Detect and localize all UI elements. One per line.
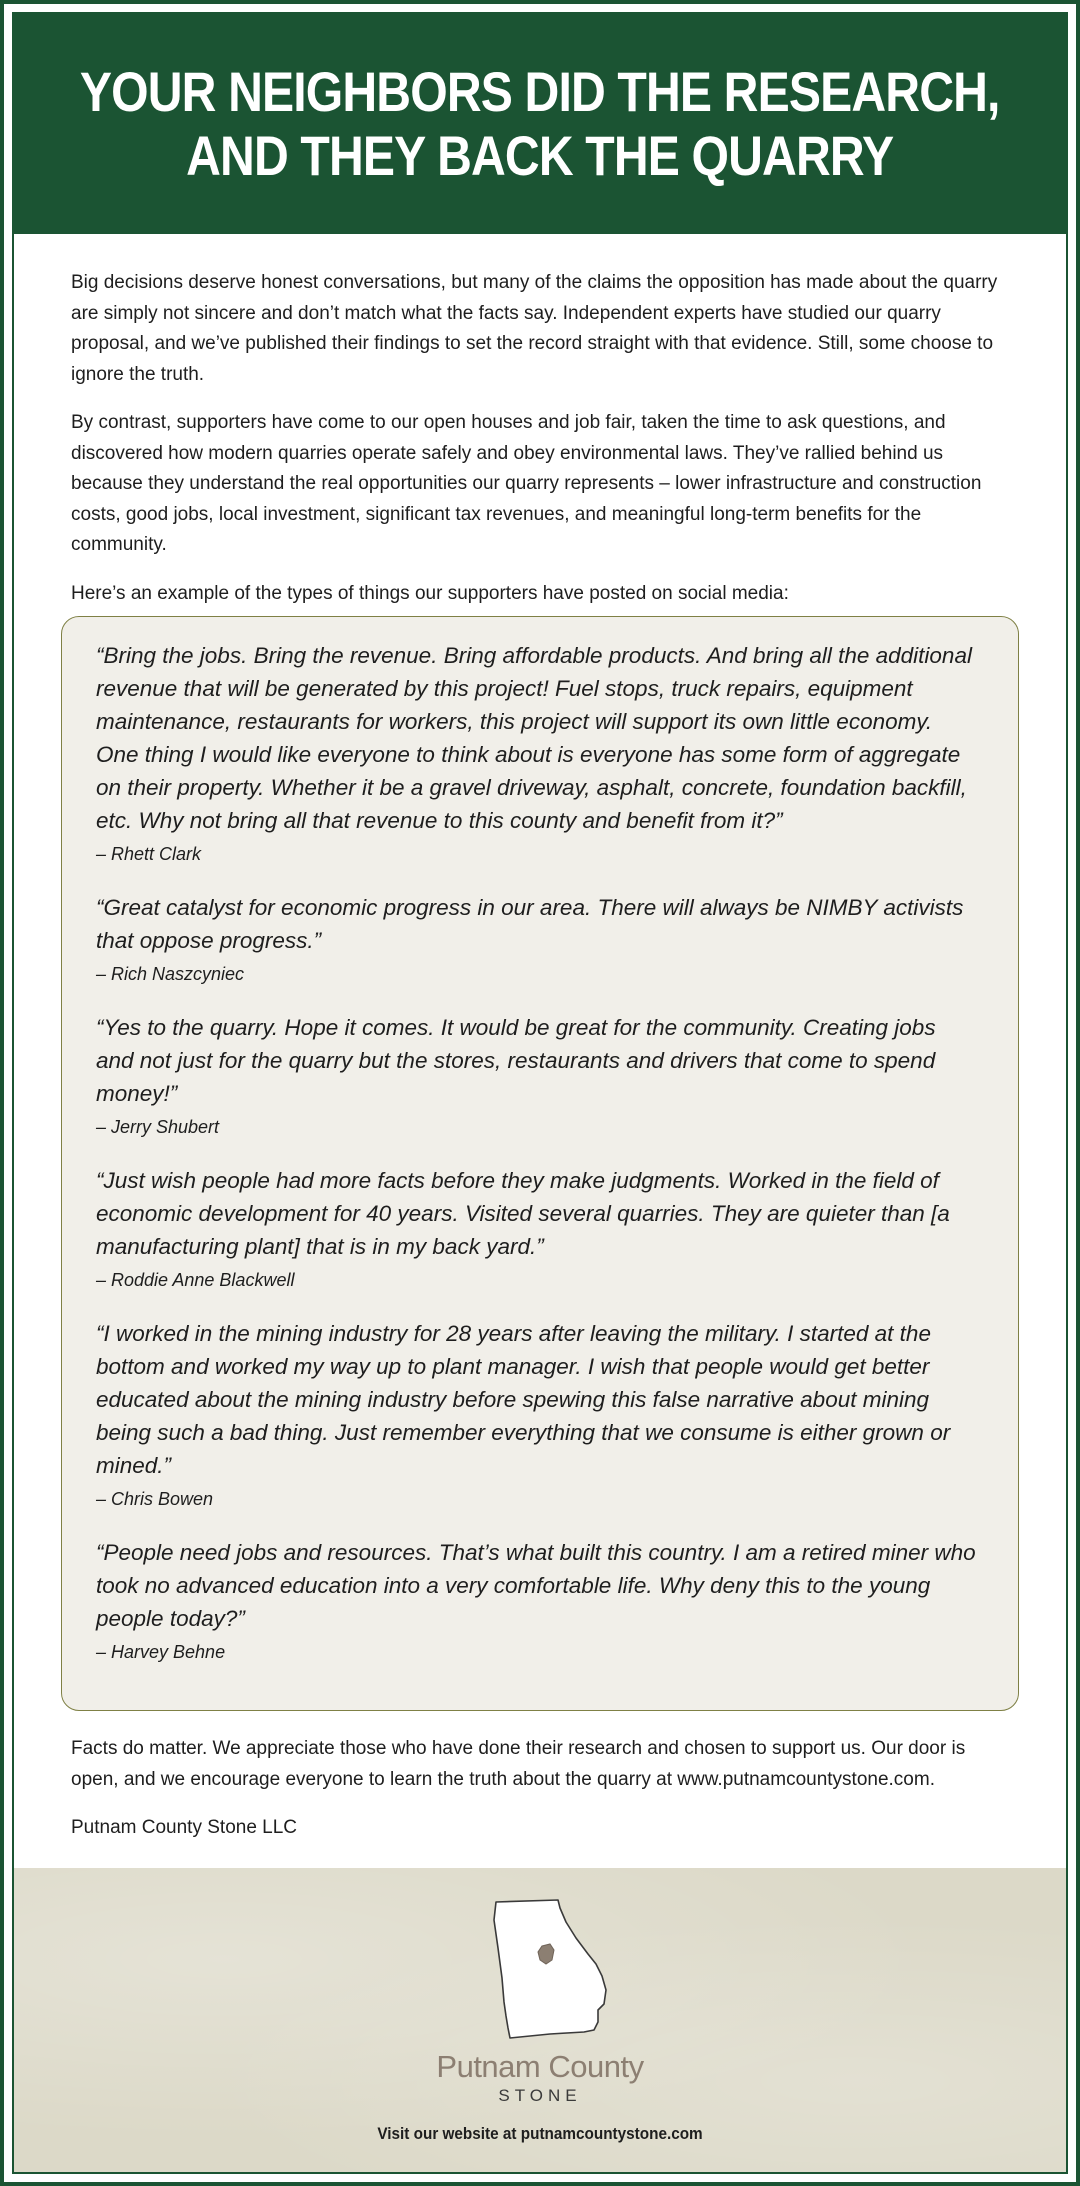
headline-line-1: YOUR NEIGHBORS DID THE RESEARCH, <box>80 60 1000 123</box>
intro-section <box>71 268 1009 627</box>
brand-subtitle: STONE <box>498 2086 582 2105</box>
testimonial-author: – Jerry Shubert <box>96 1117 220 1137</box>
testimonial-text: “Yes to the quarry. Hope it comes. It would be great for the community. Creating jobs and not just for the quarry but the stores, restaurants and drivers that come to spend money!” <box>96 1015 936 1106</box>
testimonial <box>96 1536 978 1667</box>
intro-paragraph-3: Here’s an example of the types of things our supporters have posted on social media: <box>71 582 789 604</box>
intro-paragraph-2: By contrast, supporters have come to our open houses and job fair, taken the time to ask questions, and discovered how modern quarries operate safely and obey environmental laws. They’ve rallied behind us because they understand the real opportunities our quarry represents – lower infrastructure and construction costs, good jobs, local investment, significant tax revenues, and meaningful long-term benefits for the community. <box>71 412 982 555</box>
testimonial <box>96 1164 978 1295</box>
testimonial-text: “People need jobs and resources. That’s what built this country. I am a retired miner who took no advanced education into a very comfortable life. Why deny this to the young people today?” <box>96 1540 976 1631</box>
headline-line-2: AND THEY BACK THE QUARRY <box>186 124 894 187</box>
header-banner <box>14 14 1066 234</box>
website-link[interactable]: Visit our website at putnamcountystone.com <box>377 2124 703 2143</box>
georgia-state-map-icon <box>488 1898 618 2048</box>
testimonial-author: – Chris Bowen <box>96 1489 214 1509</box>
testimonial <box>96 639 978 869</box>
headline <box>80 60 1000 188</box>
closing-paragraph: Facts do matter. We appreciate those who have done their research and chosen to support us. Our door is open, and we encourage everyone to learn the truth about the quarry at www.putnamcountystone.com. <box>71 1738 966 1790</box>
page-inner <box>12 12 1068 2174</box>
intro-paragraph-1: Big decisions deserve honest conversations, but many of the claims the opposition has made about the quarry are simply not sincere and don’t match what the facts say. Independent experts have studied our quarry proposal, and we’ve published their findings to set the record straight with that evidence. Still, some choose to ignore the truth. <box>71 272 998 385</box>
closing-section <box>71 1734 1009 1862</box>
testimonials-box <box>61 616 1019 1711</box>
testimonial-text: “Great catalyst for economic progress in our area. There will always be NIMBY activists that oppose progress.” <box>96 895 964 953</box>
testimonial <box>96 1317 978 1514</box>
brand-logo <box>14 2050 1066 2106</box>
testimonial-author: – Harvey Behne <box>96 1642 226 1662</box>
footer <box>14 1868 1066 2172</box>
testimonial-author: – Rhett Clark <box>96 844 202 864</box>
testimonial-text: “Just wish people had more facts before they make judgments. Worked in the field of economic development for 40 years. Visited several quarries. They are quieter than [a manufacturing plant] that is in my back yard.” <box>96 1168 950 1259</box>
signature: Putnam County Stone LLC <box>71 1817 298 1838</box>
testimonial-text: “I worked in the mining industry for 28 years after leaving the military. I started at the bottom and worked my way up to plant manager. I wish that people would get better educated about the mining industry before spewing this false narrative about mining being such a bad thing. Just remember everything that we consume is either grown or mined.” <box>96 1321 951 1478</box>
testimonial-author: – Rich Naszcyniec <box>96 964 245 984</box>
testimonial <box>96 891 978 989</box>
testimonial <box>96 1011 978 1142</box>
brand-name: Putnam County <box>436 2049 644 2084</box>
testimonial-text: “Bring the jobs. Bring the revenue. Bring affordable products. And bring all the additional revenue that will be generated by this project! Fuel stops, truck repairs, equipment maintenance, restaurants for workers, this project will support its own little economy. One thing I would like everyone to think about is everyone has some form of aggregate on their property. Whether it be a gravel driveway, asphalt, concrete, foundation backfill, etc. Why not bring all that revenue to this county and benefit from it?” <box>96 643 972 833</box>
testimonial-author: – Roddie Anne Blackwell <box>96 1270 295 1290</box>
